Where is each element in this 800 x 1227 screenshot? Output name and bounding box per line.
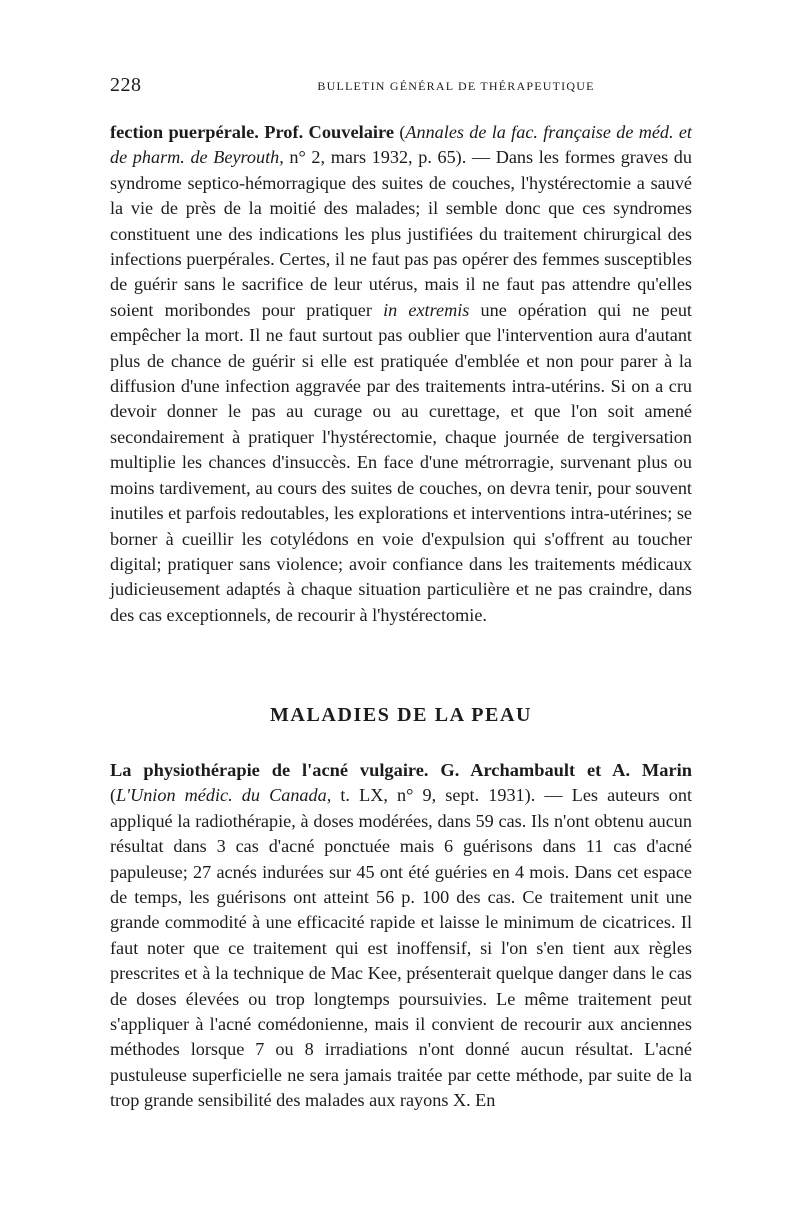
citation-details: n° 2, mars 1932, p. 65). xyxy=(283,147,467,168)
article-paragraph xyxy=(110,120,692,628)
article-title: La physiothérapie de l'acné vulgaire. G. Archambault et A. Marin xyxy=(110,760,692,780)
page-number: 228 xyxy=(110,74,142,96)
citation-source: L'Union médic. du Canada, xyxy=(116,785,332,806)
citation-source: Annales de la fac. française de méd. et de pharm. de Beyrouth, xyxy=(110,122,692,168)
section-heading: MALADIES DE LA PEAU xyxy=(269,704,533,726)
article-body-continued: une opération qui ne peut empêcher la mort. Il ne faut surtout pas oublier que l'intervention aura d'autant plus de chance de guérir si elle est pratiquée d'emblée et non pour parer à la diffusion d'une infection aggravée par des traitements intra-utérins. Si on a cru devoir donner le pas au curage ou au curettage, et que l'on soit amené secondairement à pratiquer l'hystérectomie, chaque journée de tergiversation multiplie les chances d'insuccès. En face d'une métrorragie, survenant plus ou moins tardivement, au cours des suites de couches, on devra tenir, pour souvent inutiles et parfois redoutables, les explorations et interventions intra-utérines; se borner à cueillir les cotylédons en voie d'expulsion qui s'offrent au toucher digital; pratiquer sans violence; avoir confiance dans les traitements médicaux judicieusement adaptés à chaque situation particulière et ne pas craindre, dans des cas exceptionnels, de recourir à l'hystérectomie. xyxy=(110,299,692,625)
article-paragraph xyxy=(110,758,692,1114)
article-title: fection puerpérale. Prof. Couvelaire xyxy=(110,122,395,142)
citation-open: ( xyxy=(110,785,117,806)
citation-open: ( xyxy=(394,122,406,142)
journal-title: BULLETIN GÉNÉRAL DE THÉRAPEUTIQUE xyxy=(317,79,595,93)
article-body-italic: in extremis xyxy=(383,299,470,320)
running-header xyxy=(110,74,692,100)
article-acne-physiotherapy xyxy=(110,758,692,1114)
article-body: — Dans les formes graves du syndrome septico-hémorragique des suites de couches, l'hystérectomie a sauvé la vie de près de la moitié des malades; il semble donc que ces syndromes constituent une des indications les plus justifiées du traitement chirurgical des infections puerpérales. Certes, il ne faut pas pas opérer des femmes susceptibles de guérir sans le sacrifice de leur utérus, mais il ne faut pas attendre qu'elles soient moribondes pour pratiquer xyxy=(110,147,692,320)
citation-details: t. LX, n° 9, sept. 1931). xyxy=(331,785,536,806)
article-puerperal-infection xyxy=(110,120,692,628)
article-body: — Les auteurs ont appliqué la radiothérapie, à doses modérées, dans 59 cas. Ils n'ont obtenu aucun résultat dans 3 cas d'acné ponctuée mais 6 guérisons dans 11 cas d'acné papuleuse; 27 acnés indurées sur 45 ont été guéries en 4 mois. Dans cet espace de temps, les guérisons ont atteint 56 p. 100 des cas. Ce traitement unit une grande commodité à une efficacité rapide et laisse le minimum de cicatrices. Il faut noter que ce traitement qui est inoffensif, si l'on s'en tient aux règles prescrites et à la technique de Mac Kee, présenterait quelque danger dans le cas de doses élevées ou trop longtemps poursuivies. Le même traitement peut s'appliquer à l'acné comédonienne, mais il convient de recourir aux anciennes méthodes lorsque 7 ou 8 irradiations n'ont donné aucun résultat. L'acné pustuleuse superficielle ne sera jamais traitée par cette méthode, par suite de la trop grande sensibilité des malades aux rayons X. En xyxy=(110,785,692,1111)
